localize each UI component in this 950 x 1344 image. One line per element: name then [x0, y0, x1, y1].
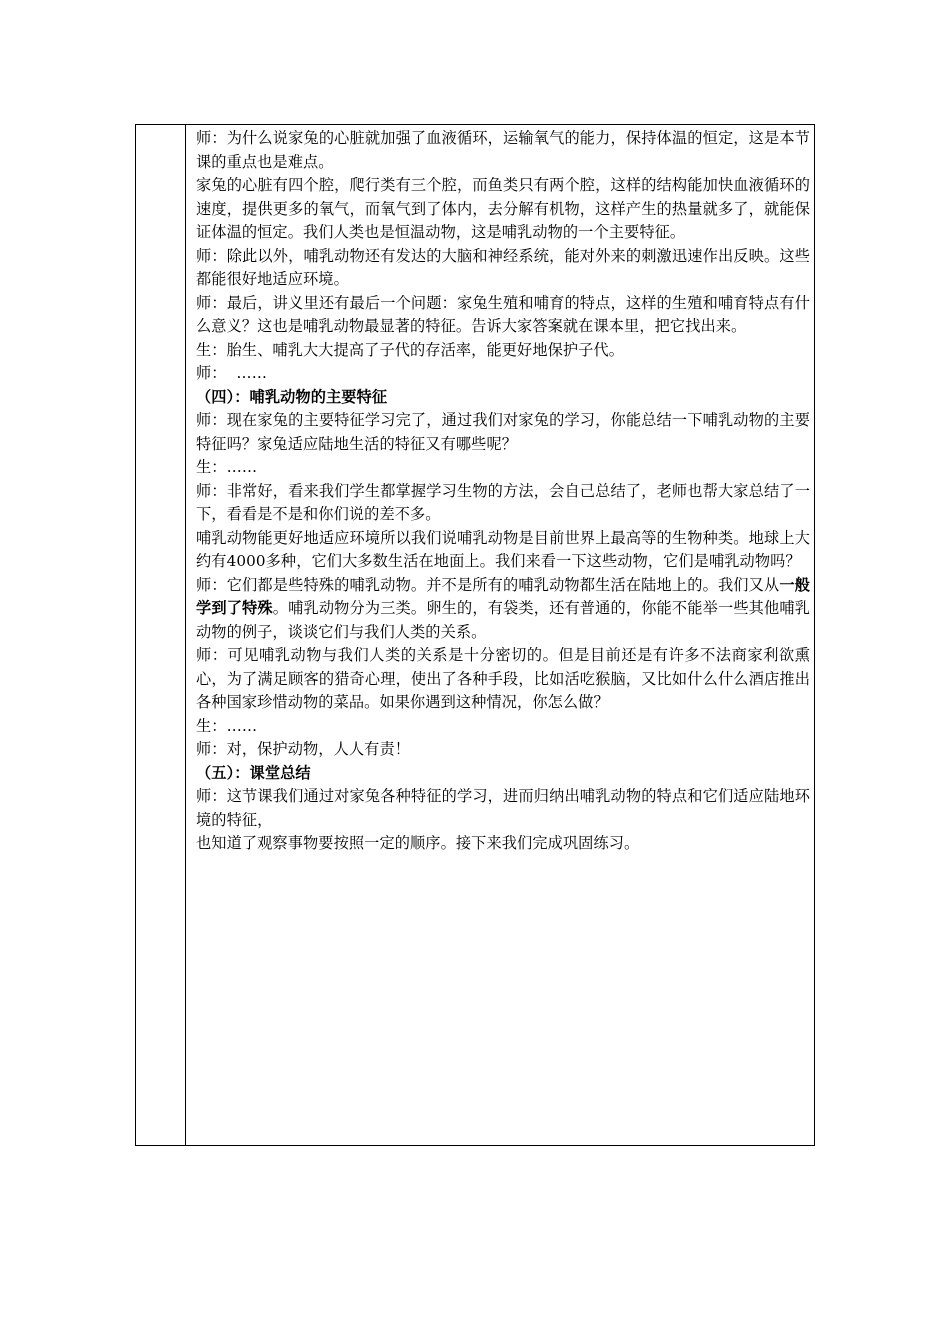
paragraph-18: 也知道了观察事物要按照一定的顺序。接下来我们完成巩固练习。 — [196, 834, 640, 852]
table-left-column — [136, 125, 186, 1145]
paragraph-15: 师：对，保护动物，人人有责！ — [196, 740, 411, 758]
paragraph-13: 师：可见哺乳动物与我们人类的关系是十分密切的。但是目前还是有许多不法商家利欲熏心，为了满足顾客的猎奇心理，使出了各种手段，比如活吃猴脑，又比如什么什么酒店推出各种国家珍惜动物的菜品。如果你遇到这种情况，你怎么做？ — [196, 646, 810, 711]
lesson-content — [196, 127, 810, 856]
paragraph-6: 师： …… — [196, 364, 268, 382]
paragraph-9: 生：…… — [196, 458, 258, 476]
paragraph-12-after: 。哺乳动物分为三类。卵生的，有袋类，还有普通的，你能不能举一些其他哺乳动物的例子，谈谈它们与我们人类的关系。 — [196, 599, 811, 641]
paragraph-4: 师：最后，讲义里还有最后一个问题：家兔生殖和哺育的特点，这样的生殖和哺育特点有什么意义？这也是哺乳动物最显著的特征。告诉大家答案就在课本里，把它找出来。 — [196, 293, 810, 335]
paragraph-3: 师：除此以外，哺乳动物还有发达的大脑和神经系统，能对外来的刺激迅速作出反映。这些都能很好地适应环境。 — [196, 246, 810, 288]
paragraph-2: 家兔的心脏有四个腔，爬行类有三个腔，而鱼类只有两个腔，这样的结构能加快血液循环的速度，提供更多的氧气，而氧气到了体内，去分解有机物，这样产生的热量就多了，就能保证体温的恒定。我们人类也是恒温动物，这是哺乳动物的一个主要特征。 — [196, 176, 810, 241]
section-heading-4: （四）：哺乳动物的主要特征 — [196, 387, 388, 406]
paragraph-1: 师：为什么说家兔的心脏就加强了血液循环，运输氧气的能力，保持体温的恒定，这是本节课的重点也是难点。 — [196, 129, 810, 171]
paragraph-17: 师：这节课我们通过对家兔各种特征的学习，进而归纳出哺乳动物的特点和它们适应陆地环境的特征， — [196, 787, 810, 829]
lesson-table — [135, 124, 815, 1146]
paragraph-12-before: 师：它们都是些特殊的哺乳动物。并不是所有的哺乳动物都生活在陆地上的。我们又从 — [196, 575, 780, 594]
section-heading-5: （五）：课堂总结 — [196, 763, 311, 782]
paragraph-5: 生：胎生、哺乳大大提高了子代的存活率，能更好地保护子代。 — [196, 340, 625, 359]
paragraph-10: 师：非常好，看来我们学生都掌握学习生物的方法，会自己总结了，老师也帮大家总结了一下，看看是不是和你们说的差不多。 — [196, 481, 810, 523]
paragraph-14: 生：…… — [196, 716, 258, 735]
paragraph-8: 师：现在家兔的主要特征学习完了，通过我们对家兔的学习，你能总结一下哺乳动物的主要特征吗？家兔适应陆地生活的特征又有哪些呢？ — [196, 411, 810, 453]
paragraph-11: 哺乳动物能更好地适应环境所以我们说哺乳动物是目前世界上最高等的生物种类。地球上大约有4000多种，它们大多数生活在地面上。我们来看一下这些动物，它们是哺乳动物吗？ — [196, 528, 810, 570]
paragraph-12 — [196, 574, 810, 645]
paragraph-12-bold: 一般学到了特殊 — [196, 575, 810, 617]
